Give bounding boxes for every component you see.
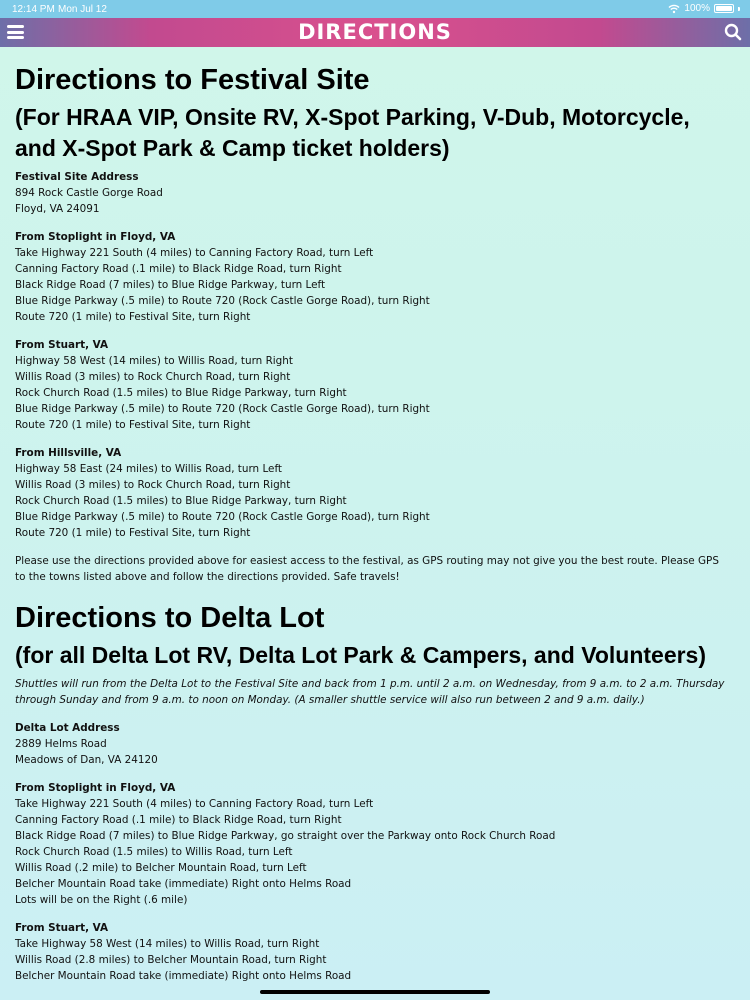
gps-note: Please use the directions provided above for easiest access to the festival, as GPS routing may not give you the best route. Please GPS to the towns listed above and follow the directions provided. Safe travels!	[15, 555, 719, 583]
block-line: Willis Road (3 miles) to Rock Church Road, turn Right	[15, 479, 291, 491]
route-block	[15, 229, 730, 325]
page-title: DIRECTIONS	[298, 20, 452, 44]
app-header	[0, 18, 750, 47]
address-block	[15, 720, 730, 768]
battery-percent: 100%	[684, 3, 710, 14]
route-block	[15, 920, 730, 984]
battery-tip	[738, 7, 740, 11]
section-subtitle: (for all Delta Lot RV, Delta Lot Park & Campers, and Volunteers)	[15, 642, 707, 668]
block-line: Willis Road (.2 mile) to Belcher Mountain Road, turn Left	[15, 862, 307, 874]
block-line: Black Ridge Road (7 miles) to Blue Ridge Parkway, go straight over the Parkway onto Rock Church Road	[15, 830, 556, 842]
search-icon	[724, 23, 742, 41]
block-heading: Delta Lot Address	[15, 722, 120, 734]
section-title: Directions to Delta Lot	[15, 602, 325, 634]
block-heading: From Stoplight in Floyd, VA	[15, 231, 176, 243]
block-line: Rock Church Road (1.5 miles) to Willis Road, turn Left	[15, 846, 293, 858]
block-line: Rock Church Road (1.5 miles) to Blue Ridge Parkway, turn Right	[15, 387, 347, 399]
block-line: Route 720 (1 mile) to Festival Site, turn Right	[15, 311, 251, 323]
block-line: Belcher Mountain Road take (immediate) Right onto Helms Road	[15, 970, 352, 982]
route-block	[15, 780, 730, 908]
block-heading: Festival Site Address	[15, 171, 139, 183]
directions-content	[15, 47, 730, 996]
block-line: Meadows of Dan, VA 24120	[15, 754, 158, 766]
wifi-icon	[668, 4, 680, 14]
block-line: Route 720 (1 mile) to Festival Site, turn Right	[15, 419, 251, 431]
section-title: Directions to Festival Site	[15, 64, 370, 96]
block-line: Lots will be on the Right (.6 mile)	[15, 894, 188, 906]
block-heading: From Stuart, VA	[15, 339, 109, 351]
block-line: Canning Factory Road (.1 mile) to Black Ridge Road, turn Right	[15, 263, 342, 275]
block-line: Take Highway 221 South (4 miles) to Canning Factory Road, turn Left	[15, 247, 374, 259]
route-block	[15, 445, 730, 541]
block-heading: From Stoplight in Floyd, VA	[15, 782, 176, 794]
search-button[interactable]	[724, 23, 742, 41]
block-line: Canning Factory Road (.1 mile) to Black Ridge Road, turn Right	[15, 814, 342, 826]
battery-icon	[714, 4, 734, 13]
block-line: Black Ridge Road (7 miles) to Blue Ridge Parkway, turn Left	[15, 279, 326, 291]
block-line: Blue Ridge Parkway (.5 mile) to Route 720 (Rock Castle Gorge Road), turn Right	[15, 403, 430, 415]
block-line: Rock Church Road (1.5 miles) to Blue Ridge Parkway, turn Right	[15, 495, 347, 507]
block-line: Take Highway 221 South (4 miles) to Canning Factory Road, turn Left	[15, 798, 374, 810]
block-heading: From Hillsville, VA	[15, 447, 122, 459]
block-line: Highway 58 East (24 miles) to Willis Road, turn Left	[15, 463, 282, 475]
block-line: Blue Ridge Parkway (.5 mile) to Route 720 (Rock Castle Gorge Road), turn Right	[15, 295, 430, 307]
block-line: Willis Road (3 miles) to Rock Church Road, turn Right	[15, 371, 291, 383]
block-line: Floyd, VA 24091	[15, 203, 100, 215]
block-line: Belcher Mountain Road take (immediate) Right onto Helms Road	[15, 878, 352, 890]
section-subtitle: (For HRAA VIP, Onsite RV, X-Spot Parking, V-Dub, Motorcycle, and X-Spot Park & Camp ticket holders)	[15, 104, 690, 161]
address-block	[15, 169, 730, 217]
status-time: 12:14 PM	[12, 4, 55, 15]
status-bar	[0, 0, 750, 18]
status-date: Mon Jul 12	[58, 4, 107, 15]
block-heading: From Stuart, VA	[15, 922, 109, 934]
block-line: Blue Ridge Parkway (.5 mile) to Route 720 (Rock Castle Gorge Road), turn Right	[15, 511, 430, 523]
shuttle-note: Shuttles will run from the Delta Lot to the Festival Site and back from 1 p.m. until 2 a.m. on Wednesday, from 9 a.m. to 2 a.m. Thursday through Sunday and from 9 a.m. to noon on Monday. (A smaller shuttle service will also run between 2 and 9 a.m. daily.)	[15, 678, 725, 706]
home-indicator[interactable]	[260, 990, 490, 994]
route-block	[15, 337, 730, 433]
block-line: Route 720 (1 mile) to Festival Site, turn Right	[15, 527, 251, 539]
block-line: 2889 Helms Road	[15, 738, 107, 750]
block-line: Highway 58 West (14 miles) to Willis Road, turn Right	[15, 355, 293, 367]
status-right	[668, 3, 740, 14]
block-line: Willis Road (2.8 miles) to Belcher Mountain Road, turn Right	[15, 954, 327, 966]
block-line: Take Highway 58 West (14 miles) to Willis Road, turn Right	[15, 938, 320, 950]
block-line: 894 Rock Castle Gorge Road	[15, 187, 163, 199]
